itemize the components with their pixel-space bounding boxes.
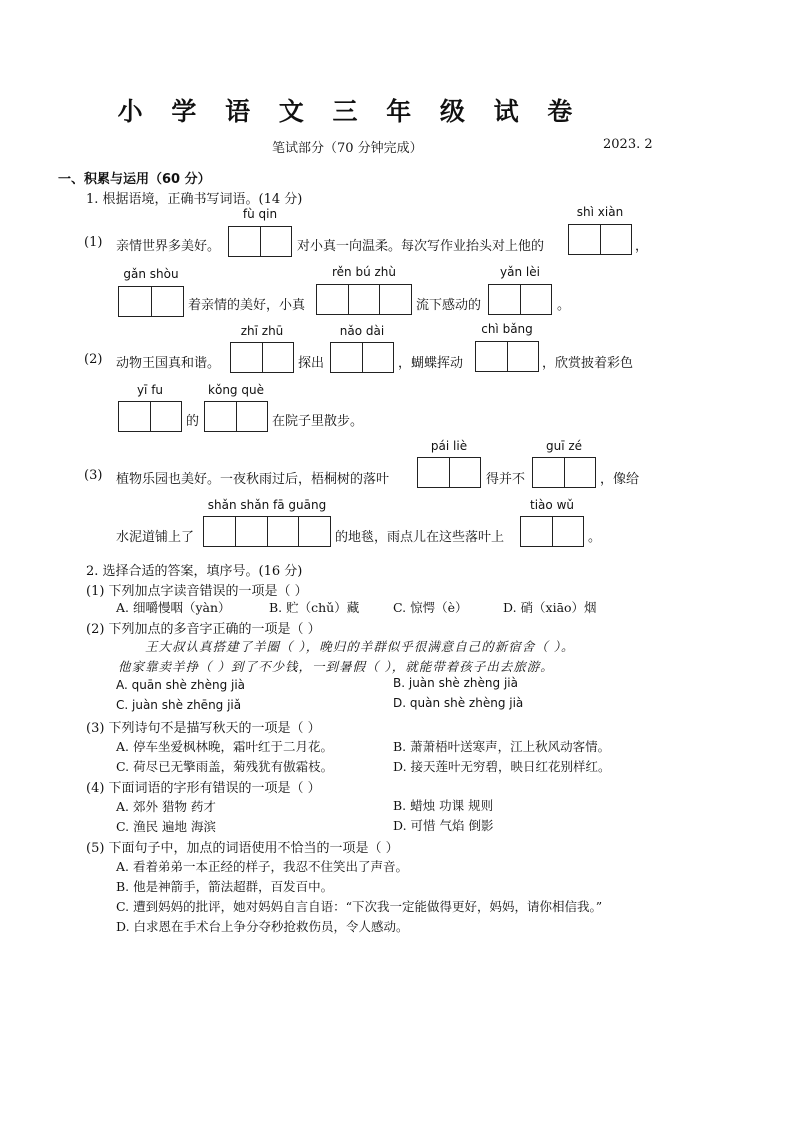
answer-box-guize[interactable] — [532, 457, 596, 488]
pinyin-yanlei: yǎn lèi — [500, 265, 540, 279]
answer-box-yanlei[interactable] — [488, 284, 552, 315]
answer-box-naodai[interactable] — [330, 342, 394, 373]
pinyin-ganshou: gǎn shòu — [123, 267, 179, 281]
date: 2023. 2 — [603, 137, 653, 152]
sub1-option-c[interactable]: C. 惊愕（è） — [393, 600, 468, 615]
p2-text-3: ，蝴蝶挥动 — [398, 356, 464, 371]
pinyin-fuqin: fù qin — [242, 207, 278, 221]
pinyin-renbuzhu: rěn bú zhù — [331, 265, 397, 279]
page-title: 小 学 语 文 三 年 级 试 卷 — [117, 97, 583, 126]
p1-text-5: 流下感动的 — [416, 298, 482, 313]
p3-text-3: ，像给 — [600, 472, 640, 487]
sub5-stem: (5) 下面句子中，加点的词语使用不恰当的一项是（ ） — [86, 841, 399, 856]
p2-text-1: 动物王国真和谐。 — [116, 356, 221, 371]
pinyin-naodai: nǎo dài — [339, 324, 385, 338]
sub5-option-d[interactable]: D. 白求恩在手术台上争分夺秒抢救伤员，令人感动。 — [116, 919, 409, 934]
answer-box-chibang[interactable] — [475, 341, 539, 372]
sub1-stem: (1) 下列加点字读音错误的一项是（ ） — [86, 584, 308, 599]
pinyin-shanshanfaguang: shǎn shǎn fā guāng — [207, 498, 327, 512]
sub3-option-a[interactable]: A. 停车坐爱枫林晚，霜叶红于二月花。 — [116, 739, 333, 754]
answer-box-yifu[interactable] — [118, 401, 182, 432]
sub3-option-b[interactable]: B. 萧萧梧叶送寒声，江上秋风动客情。 — [393, 739, 611, 754]
sub5-option-b[interactable]: B. 他是神箭手，箭法超群，百发百中。 — [116, 879, 334, 894]
p3-text-4: 水泥道铺上了 — [116, 530, 195, 545]
p1-number: (1) — [84, 235, 103, 250]
p2-text-2: 探出 — [298, 356, 325, 371]
p3-text-1: 植物乐园也美好。一夜秋雨过后，梧桐树的落叶 — [116, 472, 390, 487]
pinyin-chibang: chì bǎng — [481, 322, 533, 336]
sub4-option-a[interactable]: A. 郊外 猎物 药才 — [116, 799, 216, 814]
p1-text-4: 着亲情的美好，小真 — [188, 298, 306, 313]
p2-text-5: 的 — [186, 414, 200, 429]
sub4-stem: (4) 下面词语的字形有错误的一项是（ ） — [86, 781, 321, 796]
sub4-option-b[interactable]: B. 蜡烛 功课 规则 — [393, 798, 494, 813]
pinyin-zhizhu: zhī zhū — [240, 324, 284, 338]
sub5-option-a[interactable]: A. 看着弟弟一本正经的样子，我忍不住笑出了声音。 — [116, 859, 408, 874]
sub2-option-c[interactable]: C. juàn shè zhēng jiǎ — [116, 698, 242, 712]
p1-text-2: 对小真一向温柔。每次写作业抬头对上他的 — [297, 239, 545, 254]
p2-number: (2) — [84, 352, 103, 367]
sub5-option-c[interactable]: C. 遭到妈妈的批评，她对妈妈自言自语：“下次我一定能做得更好，妈妈，请你相信我。” — [116, 899, 603, 914]
answer-box-kongque[interactable] — [204, 401, 268, 432]
sub3-option-d[interactable]: D. 接天莲叶无穷碧，映日红花别样红。 — [393, 759, 611, 774]
answer-box-renbuzhu[interactable] — [316, 284, 412, 315]
pinyin-yifu: yī fu — [136, 383, 164, 397]
answer-box-shixian[interactable] — [568, 224, 632, 255]
sub2-passage-line-1: 王大叔认真搭建了羊圈（ ），晚归的羊群似乎很满意自己的新宿舍（ ）。 — [145, 639, 575, 654]
answer-box-fuqin[interactable] — [228, 226, 292, 257]
answer-box-shanshanfaguang[interactable] — [203, 516, 331, 547]
answer-box-ganshou[interactable] — [118, 286, 184, 317]
p1-text-1: 亲情世界多美好。 — [116, 239, 221, 254]
sub2-option-a[interactable]: A. quān shè zhèng jià — [116, 678, 246, 692]
section-heading: 一、积累与运用（60 分） — [58, 172, 211, 187]
answer-box-zhizhu[interactable] — [230, 342, 294, 373]
p3-text-6: 。 — [588, 530, 602, 545]
sub2-passage-line-2: 他家靠卖羊挣（ ）到了不少钱，一到暑假（ ），就能带着孩子出去旅游。 — [118, 659, 554, 674]
pinyin-shixian: shì xiàn — [576, 205, 624, 219]
p1-text-6: 。 — [557, 298, 571, 313]
pinyin-guize: guī zé — [545, 439, 583, 453]
p3-number: (3) — [84, 468, 103, 483]
question-1-stem: 1. 根据语境，正确书写词语。(14 分) — [86, 192, 303, 207]
pinyin-kongque: kǒng què — [208, 383, 264, 397]
sub1-option-a[interactable]: A. 细嚼慢咽（yàn） — [116, 600, 231, 615]
sub2-stem: (2) 下列加点的多音字正确的一项是（ ） — [86, 622, 321, 637]
answer-box-pailie[interactable] — [417, 457, 481, 488]
sub2-option-b[interactable]: B. juàn shè zhèng jià — [393, 676, 518, 690]
question-2-stem: 2. 选择合适的答案，填序号。(16 分) — [86, 564, 303, 579]
sub2-option-d[interactable]: D. quàn shè zhèng jià — [393, 696, 524, 710]
sub1-option-d[interactable]: D. 硝（xiāo）烟 — [503, 600, 597, 615]
p1-text-3: ， — [635, 239, 649, 254]
p3-text-5: 的地毯，雨点儿在这些落叶上 — [335, 530, 505, 545]
sub3-option-c[interactable]: C. 荷尽已无擎雨盖，菊残犹有傲霜枝。 — [116, 759, 334, 774]
sub3-stem: (3) 下列诗句不是描写秋天的一项是（ ） — [86, 721, 321, 736]
sub4-option-c[interactable]: C. 渔民 遍地 海滨 — [116, 819, 217, 834]
p3-text-2: 得并不 — [486, 472, 526, 487]
sub4-option-d[interactable]: D. 可惜 气焰 倒影 — [393, 818, 494, 833]
pinyin-pailie: pái liè — [430, 439, 468, 453]
p2-text-4: ，欣赏披着彩色 — [542, 356, 634, 371]
answer-box-tiaowu[interactable] — [520, 516, 584, 547]
pinyin-tiaowu: tiào wǔ — [530, 498, 574, 512]
subtitle: 笔试部分（70 分钟完成） — [272, 141, 423, 156]
p2-text-6: 在院子里散步。 — [272, 414, 364, 429]
sub1-option-b[interactable]: B. 贮（chǔ）藏 — [269, 600, 360, 615]
